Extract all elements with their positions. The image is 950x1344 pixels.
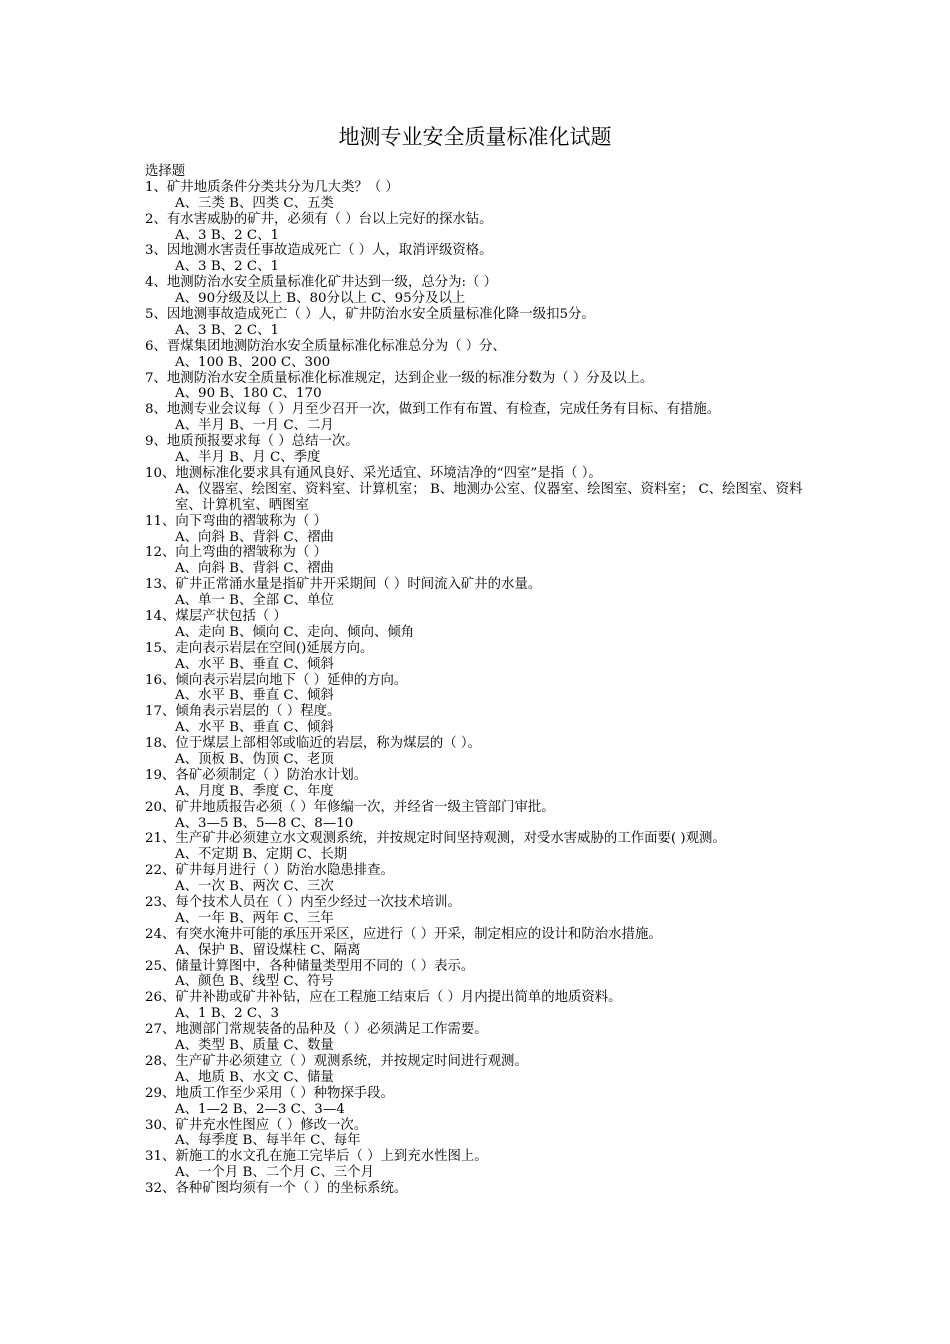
question-options: A、90分级及以上 B、80分以上 C、95分及以上 xyxy=(175,291,466,307)
question-text: 30、矿井充水性图应（ ）修改一次。 xyxy=(145,1117,368,1133)
question-options: A、三类 B、四类 C、五类 xyxy=(175,195,334,211)
question-text: 12、向上弯曲的褶皱称为（ ） xyxy=(145,545,327,561)
question-text: 22、矿井每月进行（ ）防治水隐患排查。 xyxy=(145,863,394,879)
question-options: A、水平 B、垂直 C、倾斜 xyxy=(175,688,334,704)
question-list xyxy=(145,180,810,1197)
question-options: A、1 B、2 C、3 xyxy=(175,1006,279,1022)
question-text: 28、生产矿井必须建立（ ）观测系统，并按规定时间进行观测。 xyxy=(145,1053,528,1069)
question-text: 20、矿井地质报告必须（ ）年修编一次，并经省一级主管部门审批。 xyxy=(145,799,555,815)
question-text: 31、新施工的水文孔在施工完毕后（ ）上到充水性图上。 xyxy=(145,1149,488,1165)
question-options: A、颜色 B、线型 C、符号 xyxy=(175,974,334,990)
question-options: A、走向 B、倾向 C、走向、倾向、倾角 xyxy=(175,624,415,640)
question-options: A、半月 B、一月 C、二月 xyxy=(175,418,334,434)
question-options: A、仪器室、绘图室、资料室、计算机室； B、地测办公室、仪器室、绘图室、资料室； C、绘图室、资料室、计算机室、晒图室 xyxy=(175,481,803,513)
question-options: A、3—5 B、5—8 C、8—10 xyxy=(175,815,354,831)
question-text: 10、地测标准化要求具有通风良好、采光适宜、环境洁净的“四室”是指（ ）。 xyxy=(145,465,602,481)
question-options: A、顶板 B、伪顶 C、老顶 xyxy=(175,752,334,767)
question-text: 32、各种矿图均须有一个（ ）的坐标系统。 xyxy=(145,1181,408,1197)
question-options: A、每季度 B、每半年 C、每年 xyxy=(175,1133,361,1149)
question-text: 6、晋煤集团地测防治水安全质量标准化标准总分为（ ）分、 xyxy=(145,338,506,354)
question-text: 29、地质工作至少采用（ ）种物探手段。 xyxy=(145,1085,394,1101)
question-options: A、月度 B、季度 C、年度 xyxy=(175,783,334,799)
question-options: A、一次 B、两次 C、三次 xyxy=(175,879,334,895)
question-options: A、水平 B、垂直 C、倾斜 xyxy=(175,656,334,672)
question-text: 25、储量计算图中，各种储量类型用不同的（ ）表示。 xyxy=(145,958,475,974)
question-text: 27、地测部门常规装备的品种及（ ）必须满足工作需要。 xyxy=(145,1022,488,1038)
question-text: 18、位于煤层上部相邻或临近的岩层，称为煤层的（ ）。 xyxy=(145,736,481,752)
question-text: 21、生产矿井必须建立水文观测系统，并按规定时间坚持观测，对受水害威胁的工作面要( )观测。 xyxy=(145,831,726,847)
question-text: 19、各矿必须制定（ ）防治水计划。 xyxy=(145,767,368,783)
question-text: 16、倾向表示岩层向地下（ ）延伸的方向。 xyxy=(145,672,408,688)
question-text: 2、有水害威胁的矿井，必须有（ ）台以上完好的探水钻。 xyxy=(145,211,493,227)
question-options: A、单一 B、全部 C、单位 xyxy=(175,593,334,609)
page-title: 地测专业安全质量标准化试题 xyxy=(338,125,612,149)
question-text: 4、地测防治水安全质量标准化矿井达到一级，总分为:（ ） xyxy=(145,275,498,291)
question-options: A、100 B、200 C、300 xyxy=(175,354,331,370)
question-options: A、地质 B、水文 C、储量 xyxy=(175,1069,334,1085)
question-options: A、3 B、2 C、1 xyxy=(175,322,279,338)
question-text: 5、因地测事故造成死亡（ ）人，矿井防治水安全质量标准化降一级扣5分。 xyxy=(145,307,595,323)
question-options: A、向斜 B、背斜 C、褶曲 xyxy=(175,561,334,577)
question-options: A、不定期 B、定期 C、长期 xyxy=(175,847,348,863)
question-text: 24、有突水淹井可能的承压开采区，应进行（ ）开采，制定相应的设计和防治水措施。 xyxy=(145,926,662,942)
question-options: A、水平 B、垂直 C、倾斜 xyxy=(175,720,334,736)
question-text: 3、因地测水害责任事故造成死亡（ ）人，取消评级资格。 xyxy=(145,243,493,259)
question-options: A、类型 B、质量 C、数量 xyxy=(175,1038,334,1054)
question-text: 26、矿井补勘或矿井补钻，应在工程施工结束后（ ）月内提出简单的地质资料。 xyxy=(145,990,622,1006)
question-text: 23、每个技术人员在（ ）内至少经过一次技术培训。 xyxy=(145,895,461,911)
section-heading: 选择题 xyxy=(145,164,186,179)
question-text: 7、地测防治水安全质量标准化标准规定，达到企业一级的标准分数为（ ）分及以上。 xyxy=(145,370,654,386)
question-options: A、保护 B、留设煤柱 C、隔离 xyxy=(175,942,361,958)
question-options: A、一个月 B、二个月 C、三个月 xyxy=(175,1165,374,1181)
question-options: A、3 B、2 C、1 xyxy=(175,259,279,275)
question-options: A、90 B、180 C、170 xyxy=(175,386,322,402)
question-options: A、一年 B、两年 C、三年 xyxy=(175,910,334,926)
question-text: 8、地测专业会议每（ ）月至少召开一次，做到工作有布置、有检查，完成任务有目标、有措施。 xyxy=(145,402,721,418)
question-text: 1、矿井地质条件分类共分为几大类？（ ） xyxy=(145,179,399,195)
document-body xyxy=(145,164,810,1197)
question-options: A、半月 B、月 C、季度 xyxy=(175,450,321,466)
question-text: 11、向下弯曲的褶皱称为（ ） xyxy=(145,513,327,529)
question-text: 14、煤层产状包括（ ） xyxy=(145,608,287,624)
question-text: 9、地质预报要求每（ ）总结一次。 xyxy=(145,434,359,450)
question-text: 13、矿井正常涌水量是指矿井开采期间（ ）时间流入矿井的水量。 xyxy=(145,577,542,593)
question-text: 17、倾角表示岩层的（ ）程度。 xyxy=(145,704,341,720)
question-options: A、1—2 B、2—3 C、3—4 xyxy=(175,1101,345,1117)
question-text: 15、走向表示岩层在空间()延展方向。 xyxy=(145,640,374,656)
question-options: A、向斜 B、背斜 C、褶曲 xyxy=(175,529,334,545)
question-options: A、3 B、2 C、1 xyxy=(175,227,279,243)
